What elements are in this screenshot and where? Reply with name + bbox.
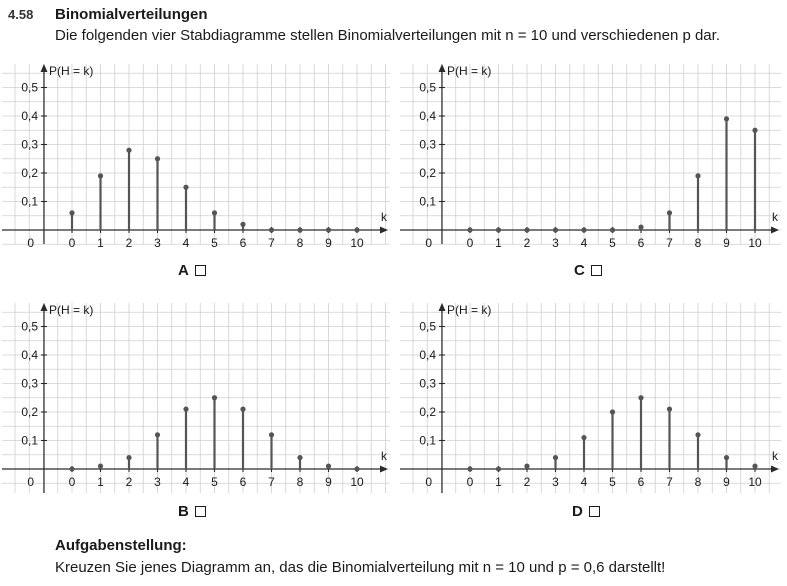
chart-a-y-axis-label: P(H = k): [49, 64, 94, 78]
chart-d-grid: [400, 303, 781, 493]
option-d[interactable]: [572, 503, 600, 520]
x-tick-label: 3: [154, 475, 161, 489]
x-tick-label: 5: [609, 475, 616, 489]
x-tick-label: 2: [125, 236, 133, 248]
chart-a-x-axis-label: k: [381, 210, 387, 224]
option-a-checkbox[interactable]: [195, 265, 206, 276]
y-tick-label: 0,5: [419, 80, 436, 95]
y-tick-label: 0,4: [21, 348, 38, 362]
bar-point: [496, 227, 501, 232]
chart-c-origin-label: 0: [425, 236, 432, 248]
bar-point: [240, 407, 245, 412]
x-tick-label: 0: [68, 236, 76, 248]
chart-b-svg: [0, 297, 392, 497]
x-tick-label: 1: [495, 236, 502, 248]
x-tick-label: 7: [666, 236, 673, 248]
bar-point: [69, 466, 74, 471]
bar-point: [155, 432, 160, 437]
bar-point: [610, 409, 615, 414]
option-b[interactable]: [178, 503, 206, 520]
bar-point: [183, 407, 188, 412]
x-tick-label: 6: [239, 236, 247, 248]
bar-point: [524, 464, 529, 469]
option-a[interactable]: [178, 262, 206, 279]
bar-point: [553, 227, 558, 232]
bar-point: [610, 227, 615, 232]
chart-c-y-axis-arrow: [439, 64, 446, 72]
chart-d-svg: [398, 297, 783, 497]
y-tick-label: 0,4: [419, 348, 436, 362]
bar-point: [126, 455, 131, 460]
bar-point: [496, 466, 501, 471]
option-c[interactable]: [574, 262, 602, 279]
x-tick-label: 8: [694, 475, 702, 489]
chart-d: [398, 297, 783, 497]
task: [55, 535, 665, 579]
option-b-letter: B: [178, 503, 189, 520]
option-a-letter: A: [178, 262, 189, 279]
bar-point: [297, 227, 302, 232]
y-tick-label: 0,5: [21, 80, 38, 95]
x-tick-label: 4: [580, 475, 588, 489]
bar-point: [695, 432, 700, 437]
x-tick-label: 4: [580, 236, 588, 248]
bar-point: [752, 128, 757, 133]
bar-point: [98, 173, 103, 178]
y-tick-label: 0,1: [419, 433, 436, 448]
x-tick-label: 0: [68, 475, 76, 489]
y-tick-label: 0,5: [21, 319, 38, 334]
x-tick-label: 5: [609, 236, 616, 248]
bar-point: [638, 225, 643, 230]
task-text: Kreuzen Sie jenes Diagramm an, das die Binomialverteilung mit n = 10 und p = 0,6 darstellt!: [55, 559, 666, 576]
bar-point: [524, 227, 529, 232]
y-tick-label: 0,3: [419, 137, 436, 152]
chart-d-y-axis-arrow: [439, 303, 446, 311]
bar-point: [752, 464, 757, 469]
chart-a-y-axis-arrow: [41, 64, 48, 72]
bar-point: [667, 407, 672, 412]
x-tick-label: 7: [666, 475, 673, 489]
chart-a-svg: [0, 58, 392, 248]
x-tick-label: 2: [523, 475, 531, 489]
bar-point: [354, 466, 359, 471]
bar-point: [126, 148, 131, 153]
bar-point: [98, 464, 103, 469]
y-tick-label: 0,2: [419, 166, 436, 180]
bar-point: [724, 455, 729, 460]
x-tick-label: 9: [325, 236, 332, 248]
chart-c-x-axis-label: k: [772, 210, 778, 224]
bar-point: [638, 395, 643, 400]
bar-point: [269, 227, 274, 232]
chart-b-x-axis-arrow: [380, 466, 388, 473]
x-tick-label: 10: [748, 475, 762, 489]
y-tick-label: 0,2: [21, 405, 38, 419]
y-tick-label: 0,1: [419, 194, 436, 209]
chart-a-origin-label: 0: [27, 236, 34, 248]
bar-point: [581, 435, 586, 440]
bar-point: [467, 466, 472, 471]
x-tick-label: 8: [296, 236, 304, 248]
x-tick-label: 1: [495, 475, 502, 489]
exercise-number: 4.58: [8, 7, 34, 22]
chart-c-svg: [398, 58, 783, 248]
option-c-letter: C: [574, 262, 585, 279]
bar-point: [69, 210, 74, 215]
option-d-checkbox[interactable]: [589, 506, 600, 517]
chart-c-grid: [400, 64, 781, 244]
chart-d-x-axis-label: k: [772, 449, 778, 463]
x-tick-label: 8: [694, 236, 702, 248]
x-tick-label: 10: [350, 475, 364, 489]
exercise-intro: Die folgenden vier Stabdiagramme stellen Binomialverteilungen mit n = 10 und verschiedenen p dar.: [55, 27, 720, 44]
bar-point: [724, 116, 729, 121]
y-tick-label: 0,3: [419, 376, 436, 391]
bar-point: [326, 227, 331, 232]
bar-point: [467, 227, 472, 232]
x-tick-label: 1: [97, 475, 104, 489]
x-tick-label: 10: [748, 236, 762, 248]
x-tick-label: 6: [637, 236, 645, 248]
y-tick-label: 0,1: [21, 433, 38, 448]
chart-a-x-axis-arrow: [380, 227, 388, 234]
bar-point: [354, 227, 359, 232]
bar-point: [212, 210, 217, 215]
x-tick-label: 5: [211, 475, 218, 489]
x-tick-label: 9: [325, 475, 332, 489]
x-tick-label: 2: [523, 236, 531, 248]
chart-c-y-axis-label: P(H = k): [447, 64, 492, 78]
chart-c: [398, 58, 783, 248]
x-tick-label: 2: [125, 475, 133, 489]
bar-point: [553, 455, 558, 460]
option-b-checkbox[interactable]: [195, 506, 206, 517]
x-tick-label: 3: [154, 236, 161, 248]
y-tick-label: 0,4: [419, 109, 436, 123]
y-tick-label: 0,2: [21, 166, 38, 180]
bar-point: [667, 210, 672, 215]
bar-point: [269, 432, 274, 437]
chart-a-grid: [2, 64, 390, 244]
x-tick-label: 8: [296, 475, 304, 489]
y-tick-label: 0,3: [21, 137, 38, 152]
x-tick-label: 5: [211, 236, 218, 248]
exercise-title: Binomialverteilungen: [55, 6, 208, 23]
bar-point: [212, 395, 217, 400]
x-tick-label: 0: [466, 475, 474, 489]
task-heading: Aufgabenstellung:: [55, 537, 187, 554]
bar-point: [326, 464, 331, 469]
x-tick-label: 10: [350, 236, 364, 248]
x-tick-label: 9: [723, 236, 730, 248]
y-tick-label: 0,5: [419, 319, 436, 334]
bar-point: [695, 173, 700, 178]
x-tick-label: 1: [97, 236, 104, 248]
chart-b-origin-label: 0: [27, 475, 34, 489]
bar-point: [155, 156, 160, 161]
option-c-checkbox[interactable]: [591, 265, 602, 276]
chart-b-x-axis-label: k: [381, 449, 387, 463]
chart-d-x-axis-arrow: [771, 466, 779, 473]
y-tick-label: 0,4: [21, 109, 38, 123]
x-tick-label: 9: [723, 475, 730, 489]
chart-d-y-axis-label: P(H = k): [447, 303, 492, 317]
x-tick-label: 7: [268, 236, 275, 248]
x-tick-label: 4: [182, 236, 190, 248]
option-d-letter: D: [572, 503, 583, 520]
chart-a: [0, 58, 392, 248]
bar-point: [183, 185, 188, 190]
chart-b-grid: [2, 303, 390, 493]
y-tick-label: 0,3: [21, 376, 38, 391]
x-tick-label: 3: [552, 236, 559, 248]
x-tick-label: 6: [239, 475, 247, 489]
x-tick-label: 7: [268, 475, 275, 489]
chart-b-y-axis-label: P(H = k): [49, 303, 94, 317]
chart-b-y-axis-arrow: [41, 303, 48, 311]
chart-b: [0, 297, 392, 497]
x-tick-label: 4: [182, 475, 190, 489]
x-tick-label: 3: [552, 475, 559, 489]
chart-c-x-axis-arrow: [771, 227, 779, 234]
bar-point: [581, 227, 586, 232]
x-tick-label: 0: [466, 236, 474, 248]
bar-point: [297, 455, 302, 460]
chart-d-origin-label: 0: [425, 475, 432, 489]
bar-point: [240, 222, 245, 227]
y-tick-label: 0,2: [419, 405, 436, 419]
x-tick-label: 6: [637, 475, 645, 489]
y-tick-label: 0,1: [21, 194, 38, 209]
